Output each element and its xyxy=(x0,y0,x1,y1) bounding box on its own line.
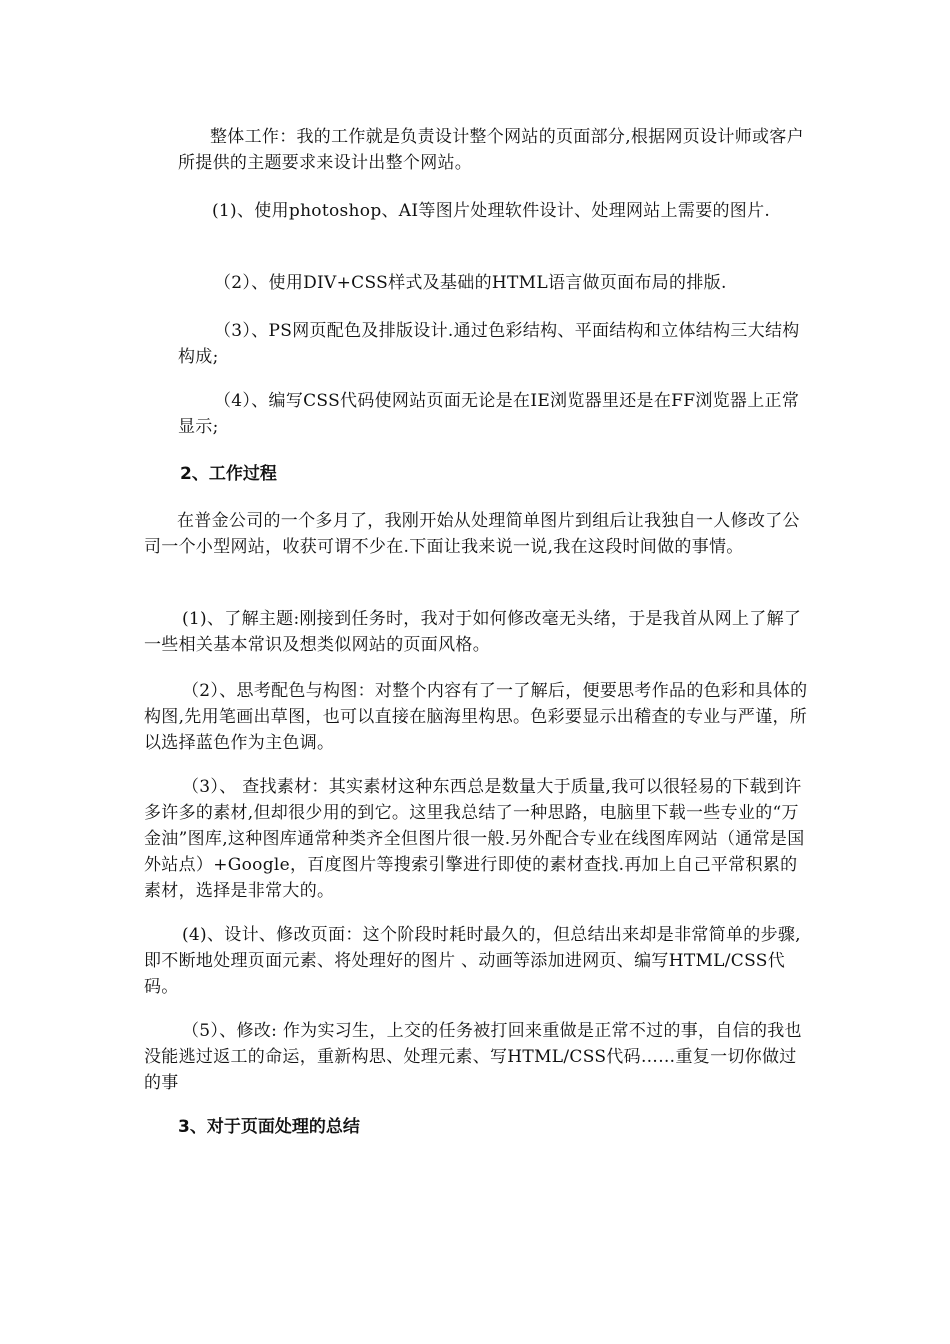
intro-item-2: （2）、使用DIV+CSS样式及基础的HTML语言做页面布局的排版. xyxy=(214,273,727,293)
intro-item-1: (1)、使用photoshop、AI等图片处理软件设计、处理网站上需要的图片. xyxy=(212,201,771,221)
work-step-4: (4)、设计、修改页面：这个阶段时耗时最久的，但总结出来却是非常简单的步骤,即不断地处理页面元素、将处理好的图片 、动画等添加进网页、编写HTML/CSS代码。 xyxy=(144,925,801,997)
section-heading-page-summary: 3、对于页面处理的总结 xyxy=(178,1117,360,1137)
intro-item-3: （3）、PS网页配色及排版设计.通过色彩结构、平面结构和立体结构三大结构构成; xyxy=(178,321,800,367)
work-step-1: (1)、了解主题:刚接到任务时，我对于如何修改毫无头绪，于是我首从网上了解了一些相关基本常识及想类似网站的页面风格。 xyxy=(144,609,802,655)
work-process-intro: 在普金公司的一个多月了，我刚开始从处理简单图片到组后让我独自一人修改了公司一个小型网站，收获可谓不少在.下面让我来说一说,我在这段时间做的事情。 xyxy=(144,511,800,557)
work-step-2: （2）、思考配色与构图：对整个内容有了一了解后，便要思考作品的色彩和具体的构图,先用笔画出草图，也可以直接在脑海里构思。色彩要显示出稽查的专业与严谨，所以选择蓝色作为主色调。 xyxy=(144,681,808,753)
work-step-5: （5）、修改: 作为实习生，上交的任务被打回来重做是正常不过的事，自信的我也没能逃过返工的命运，重新构思、处理元素、写HTML/CSS代码……重复一切你做过的事 xyxy=(144,1021,802,1093)
work-step-3: （3）、 查找素材：其实素材这种东西总是数量大于质量,我可以很轻易的下载到许多许多的素材,但却很少用的到它。这里我总结了一种思路，电脑里下载一些专业的“万金油”图库,这种图库通常种类齐全但图片很一般.另外配合专业在线图库网站（通常是国外站点）+Google，百度图片等搜索引擎进行即使的素材查找.再加上自己平常积累的素材，选择是非常大的。 xyxy=(144,777,805,901)
section-heading-work-process: 2、工作过程 xyxy=(180,464,277,484)
overall-work-paragraph: 整体工作：我的工作就是负责设计整个网站的页面部分,根据网页设计师或客户所提供的主题要求来设计出整个网站。 xyxy=(178,127,804,173)
intro-item-4: （4）、编写CSS代码使网站页面无论是在IE浏览器里还是在FF浏览器上正常显示; xyxy=(178,391,800,437)
